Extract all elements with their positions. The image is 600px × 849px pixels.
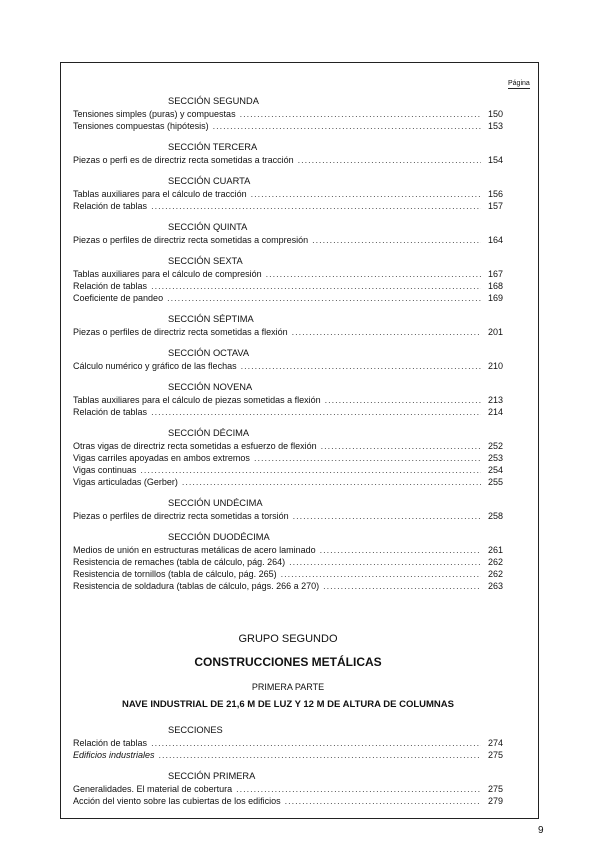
dot-leader bbox=[240, 108, 481, 120]
dot-leader bbox=[281, 568, 481, 580]
entry-page: 275 bbox=[487, 784, 503, 794]
entry-title: Vigas articuladas (Gerber) bbox=[73, 477, 178, 487]
entry-page: 263 bbox=[487, 581, 503, 591]
toc-entry[interactable] bbox=[73, 394, 503, 406]
dot-leader bbox=[266, 268, 481, 280]
dot-leader bbox=[236, 783, 481, 795]
dot-leader bbox=[151, 280, 481, 292]
toc-entry[interactable] bbox=[73, 108, 503, 120]
section-heading: SECCIÓN TERCERA bbox=[168, 142, 258, 152]
entry-title: Relación de tablas bbox=[73, 407, 148, 417]
toc-section bbox=[73, 497, 503, 522]
toc-entry[interactable] bbox=[73, 406, 503, 418]
entry-page: 258 bbox=[487, 511, 503, 521]
dot-leader bbox=[320, 544, 481, 556]
dot-leader bbox=[321, 440, 481, 452]
entry-title: Relación de tablas bbox=[73, 281, 148, 291]
section-heading: SECCIÓN UNDÉCIMA bbox=[168, 498, 263, 508]
toc-section bbox=[73, 724, 503, 761]
entry-page: 255 bbox=[487, 477, 503, 487]
entry-title: Relación de tablas bbox=[73, 201, 148, 211]
entry-page: 279 bbox=[487, 796, 503, 806]
toc-section bbox=[73, 221, 503, 246]
entry-title: Resistencia de tornillos (tabla de cálculo, pág. 265) bbox=[73, 569, 277, 579]
toc-entry[interactable] bbox=[73, 326, 503, 338]
entry-page: 167 bbox=[487, 269, 503, 279]
dot-leader bbox=[140, 464, 481, 476]
toc-section bbox=[73, 175, 503, 212]
section-heading: SECCIÓN DUODÉCIMA bbox=[168, 532, 270, 542]
toc-entry[interactable] bbox=[73, 476, 503, 488]
entry-title: Generalidades. El material de cobertura bbox=[73, 784, 233, 794]
toc-section bbox=[73, 427, 503, 488]
section-heading: SECCIÓN SÉPTIMA bbox=[168, 314, 254, 324]
toc-entry[interactable] bbox=[73, 280, 503, 292]
section-heading: SECCIÓN DÉCIMA bbox=[168, 428, 250, 438]
dot-leader bbox=[325, 394, 481, 406]
table-of-contents bbox=[73, 95, 503, 592]
toc-entry[interactable] bbox=[73, 154, 503, 166]
entry-page: 262 bbox=[487, 569, 503, 579]
entry-page: 210 bbox=[487, 361, 503, 371]
page-column-label: Página bbox=[508, 80, 530, 87]
entry-title: Vigas carriles apoyadas en ambos extremos bbox=[73, 453, 250, 463]
section-heading: SECCIÓN OCTAVA bbox=[168, 348, 250, 358]
entry-title: Resistencia de remaches (tabla de cálculo, pág. 264) bbox=[73, 557, 286, 567]
entry-page: 213 bbox=[487, 395, 503, 405]
entry-title: Piezas o perfiles de directriz recta sometidas a torsión bbox=[73, 511, 289, 521]
toc-entry[interactable] bbox=[73, 464, 503, 476]
dot-leader bbox=[213, 120, 481, 132]
entry-title: Piezas o perfi es de directriz recta sometidas a tracción bbox=[73, 155, 294, 165]
entry-title: Medios de unión en estructuras metálicas de acero laminado bbox=[73, 545, 316, 555]
toc-entry[interactable] bbox=[73, 510, 503, 522]
entry-title: Tablas auxiliares para el cálculo de compresión bbox=[73, 269, 262, 279]
entry-page: 168 bbox=[487, 281, 503, 291]
dot-leader bbox=[251, 188, 481, 200]
section-heading: SECCIÓN NOVENA bbox=[168, 382, 253, 392]
entry-page: 164 bbox=[487, 235, 503, 245]
toc-section bbox=[73, 347, 503, 372]
toc-entry[interactable] bbox=[73, 292, 503, 304]
entry-title: Edificios industriales bbox=[73, 750, 155, 760]
entry-title: Piezas o perfiles de directriz recta sometidas a flexión bbox=[73, 327, 288, 337]
entry-page: 150 bbox=[487, 109, 503, 119]
table-of-contents-part bbox=[73, 724, 503, 807]
part-label: PRIMERA PARTE bbox=[251, 682, 325, 692]
entry-title: Otras vigas de directriz recta sometidas a esfuerzo de flexión bbox=[73, 441, 317, 451]
toc-entry[interactable] bbox=[73, 783, 503, 795]
entry-page: 262 bbox=[487, 557, 503, 567]
toc-entry[interactable] bbox=[73, 440, 503, 452]
entry-page: 275 bbox=[487, 750, 503, 760]
entry-title: Tablas auxiliares para el cálculo de piezas sometidas a flexión bbox=[73, 395, 321, 405]
entry-title: Tensiones compuestas (hipótesis) bbox=[73, 121, 209, 131]
entry-page: 253 bbox=[487, 453, 503, 463]
dot-leader bbox=[159, 749, 481, 761]
entry-page: 153 bbox=[487, 121, 503, 131]
entry-title: Vigas continuas bbox=[73, 465, 137, 475]
group-title: GRUPO SEGUNDO bbox=[238, 633, 338, 645]
toc-section bbox=[73, 95, 503, 132]
toc-entry[interactable] bbox=[73, 737, 503, 749]
group-subtitle: CONSTRUCCIONES METÁLICAS bbox=[194, 655, 382, 669]
toc-entry[interactable] bbox=[73, 188, 503, 200]
toc-entry[interactable] bbox=[73, 452, 503, 464]
dot-leader bbox=[289, 556, 481, 568]
entry-page: 261 bbox=[487, 545, 503, 555]
entry-page: 201 bbox=[487, 327, 503, 337]
toc-section bbox=[73, 141, 503, 166]
dot-leader bbox=[241, 360, 481, 372]
entry-title: Acción del viento sobre las cubiertas de los edificios bbox=[73, 796, 281, 806]
entry-page: 274 bbox=[487, 738, 503, 748]
entry-page: 154 bbox=[487, 155, 503, 165]
page-number: 9 bbox=[538, 825, 544, 836]
entry-page: 157 bbox=[487, 201, 503, 211]
toc-entry[interactable] bbox=[73, 580, 503, 592]
toc-entry[interactable] bbox=[73, 568, 503, 580]
toc-section bbox=[73, 770, 503, 807]
toc-entry[interactable] bbox=[73, 234, 503, 246]
dot-leader bbox=[151, 200, 481, 212]
toc-entry[interactable] bbox=[73, 268, 503, 280]
part-title: NAVE INDUSTRIAL DE 21,6 M DE LUZ Y 12 M DE ALTURA DE COLUMNAS bbox=[121, 699, 454, 710]
section-heading: SECCIONES bbox=[168, 725, 223, 735]
dot-leader bbox=[182, 476, 481, 488]
toc-entry[interactable] bbox=[73, 544, 503, 556]
dot-leader bbox=[298, 154, 481, 166]
entry-title: Relación de tablas bbox=[73, 738, 148, 748]
dot-leader bbox=[254, 452, 481, 464]
dot-leader bbox=[312, 234, 481, 246]
toc-entry[interactable] bbox=[73, 749, 503, 761]
entry-title: Piezas o perfiles de directriz recta sometidas a compresión bbox=[73, 235, 309, 245]
section-heading: SECCIÓN CUARTA bbox=[168, 176, 251, 186]
section-heading: SECCIÓN SEGUNDA bbox=[168, 96, 259, 106]
toc-entry[interactable] bbox=[73, 120, 503, 132]
toc-entry[interactable] bbox=[73, 360, 503, 372]
dot-leader bbox=[151, 406, 481, 418]
entry-title: Tensiones simples (puras) y compuestas bbox=[73, 109, 236, 119]
entry-title: Cálculo numérico y gráfico de las flechas bbox=[73, 361, 237, 371]
toc-section bbox=[73, 255, 503, 304]
toc-entry[interactable] bbox=[73, 200, 503, 212]
dot-leader bbox=[293, 510, 481, 522]
dot-leader bbox=[323, 580, 481, 592]
toc-entry[interactable] bbox=[73, 556, 503, 568]
entry-title: Coeficiente de pandeo bbox=[73, 293, 164, 303]
entry-title: Tablas auxiliares para el cálculo de tracción bbox=[73, 189, 247, 199]
toc-entry[interactable] bbox=[73, 795, 503, 807]
dot-leader bbox=[292, 326, 481, 338]
toc-section bbox=[73, 531, 503, 592]
entry-page: 254 bbox=[487, 465, 503, 475]
section-heading: SECCIÓN SEXTA bbox=[168, 256, 243, 266]
entry-page: 252 bbox=[487, 441, 503, 451]
entry-page: 214 bbox=[487, 407, 503, 417]
section-heading: SECCIÓN PRIMERA bbox=[168, 771, 256, 781]
section-heading: SECCIÓN QUINTA bbox=[168, 222, 248, 232]
toc-section bbox=[73, 313, 503, 338]
dot-leader bbox=[285, 795, 481, 807]
entry-page: 169 bbox=[487, 293, 503, 303]
dot-leader bbox=[167, 292, 481, 304]
entry-page: 156 bbox=[487, 189, 503, 199]
dot-leader bbox=[151, 737, 481, 749]
entry-title: Resistencia de soldadura (tablas de cálculo, págs. 266 a 270) bbox=[73, 581, 320, 591]
toc-section bbox=[73, 381, 503, 418]
